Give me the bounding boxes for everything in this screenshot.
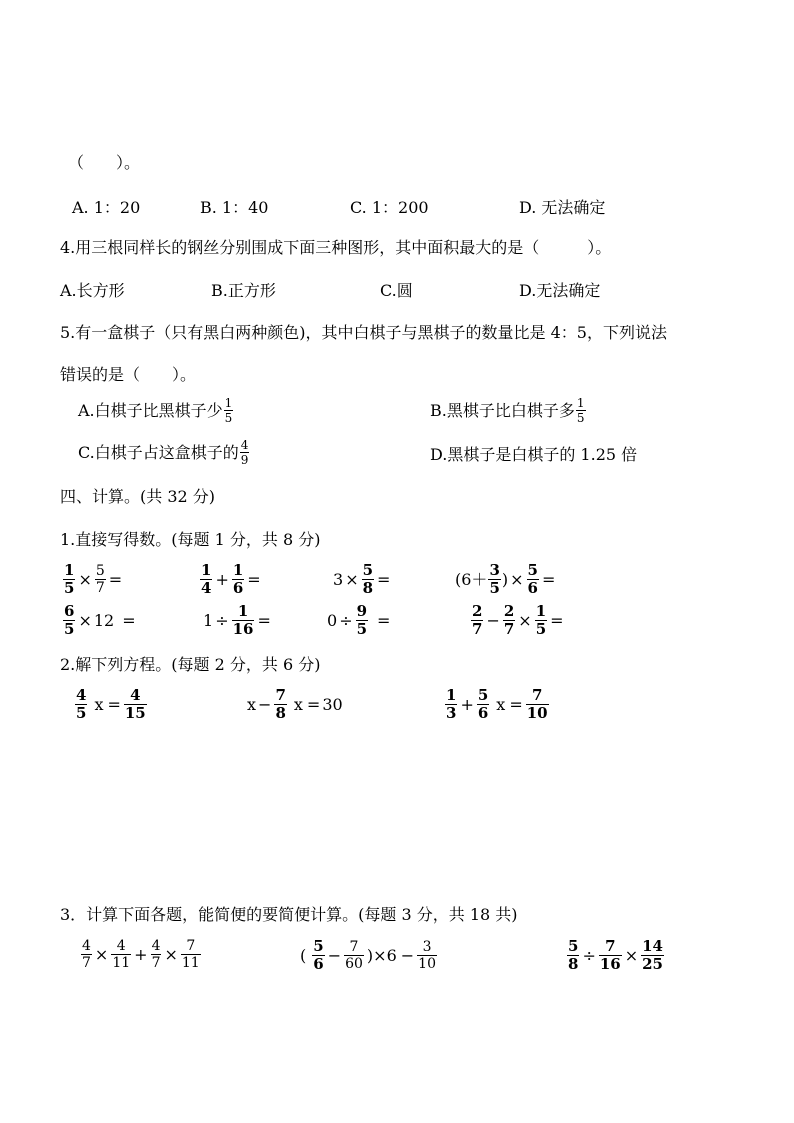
q4-option-c: C.圆 xyxy=(380,281,413,300)
part2-title: 2.解下列方程。(每题 2 分，共 6 分) xyxy=(60,655,321,674)
fraction: $\frac{4}{9}$ xyxy=(240,438,249,467)
fraction: $\frac{5}{6}$ xyxy=(527,561,538,597)
fraction: $\frac{2}{7}$ xyxy=(503,602,515,638)
q5-stem-line1: 5.有一盒棋子（只有黑白两种颜色)，其中白棋子与黑棋子的数量比是 4：5，下列说法 xyxy=(60,323,667,342)
part3-title: 3．计算下面各题，能简便的要简便计算。(每题 3 分，共 18 共) xyxy=(60,905,518,924)
fraction: $\frac{4}{11}$ xyxy=(112,938,131,971)
q4-option-a: A.长方形 xyxy=(60,281,125,300)
calc-item: 3 × $\frac{5}{8}$ = xyxy=(333,561,391,597)
fraction: $\frac{7}{10}$ xyxy=(526,686,548,722)
q5-option-d: D.黑棋子是白棋子的 1.25 倍 xyxy=(430,445,638,464)
fraction: $\frac{1}{3}$ xyxy=(446,686,457,722)
equation-item: $\frac{1}{3}$ + $\frac{5}{6}$ x = $\frac{7}{10}$ xyxy=(446,686,548,722)
fraction: $\frac{1}{5}$ xyxy=(535,602,547,638)
q5-option-b xyxy=(430,397,587,424)
calc-item: $\frac{1}{5}$ × $\frac{5}{7}$ = xyxy=(64,561,123,597)
fraction: $\frac{7}{16}$ xyxy=(599,937,621,973)
q3-option-b: B. 1：40 xyxy=(200,198,269,217)
calc-item: $\frac{4}{7}$ × $\frac{4}{11}$ + $\frac{4}{7}$ × $\frac{7}{11}$ xyxy=(82,938,200,971)
fraction: $\frac{9}{5}$ xyxy=(356,602,368,638)
calc-item: $\frac{6}{5}$ × 12 = xyxy=(64,602,136,638)
q5-option-c xyxy=(78,439,250,466)
calc-item: $\frac{1}{4}$ + $\frac{1}{6}$ = xyxy=(201,561,261,597)
section-title: 四、计算。(共 32 分) xyxy=(60,487,216,506)
calc-item: 0 ÷ $\frac{9}{5}$ = xyxy=(327,602,391,638)
q5-stem-line2: 错误的是（ ）。 xyxy=(60,365,197,384)
q5-option-a-text: A.白棋子比黑棋子少 xyxy=(78,400,223,420)
fraction: $\frac{6}{5}$ xyxy=(64,602,75,638)
fraction: $\frac{1}{4}$ xyxy=(201,561,212,597)
q5-option-a xyxy=(78,397,234,424)
fraction: $\frac{1}{16}$ xyxy=(232,602,254,638)
fraction: $\frac{3}{5}$ xyxy=(489,561,500,597)
calc-item: $\frac{2}{7}$ − $\frac{2}{7}$ × $\frac{1}{5}$ = xyxy=(472,602,564,638)
q3-blank-line: （ ）。 xyxy=(68,153,141,172)
calc-item: (6＋ $\frac{3}{5}$ ) × $\frac{5}{6}$ = xyxy=(455,561,556,597)
fraction: $\frac{7}{60}$ xyxy=(345,939,363,972)
fraction: $\frac{7}{8}$ xyxy=(275,686,286,722)
fraction: $\frac{1}{5}$ xyxy=(64,561,75,597)
equation-item: x − $\frac{7}{8}$ x = 30 xyxy=(247,686,343,722)
fraction: $\frac{5}{8}$ xyxy=(568,937,579,973)
calc-item: 1 ÷ $\frac{1}{16}$ = xyxy=(203,602,271,638)
q4-option-d: D.无法确定 xyxy=(519,281,601,300)
calc-item: ( $\frac{5}{6}$ − $\frac{7}{60}$ )×6 − $\frac{3}{10}$ xyxy=(300,937,436,973)
fraction: $\frac{4}{5}$ xyxy=(76,686,87,722)
fraction: $\frac{5}{7}$ xyxy=(95,563,105,596)
fraction: $\frac{5}{6}$ xyxy=(313,937,324,973)
q4-option-b: B.正方形 xyxy=(211,281,276,300)
fraction: $\frac{3}{10}$ xyxy=(418,939,436,972)
q3-option-c: C. 1：200 xyxy=(350,198,429,217)
equation-item: $\frac{4}{5}$ x = $\frac{4}{15}$ xyxy=(76,686,146,722)
fraction: $\frac{4}{7}$ xyxy=(82,938,91,971)
fraction: $\frac{5}{8}$ xyxy=(362,561,374,597)
fraction: $\frac{1}{6}$ xyxy=(232,561,244,597)
fraction: $\frac{1}{5}$ xyxy=(576,396,585,425)
q3-option-d: D. 无法确定 xyxy=(519,198,606,217)
fraction: $\frac{2}{7}$ xyxy=(472,602,483,638)
q5-option-b-text: B.黑棋子比白棋子多 xyxy=(430,400,575,420)
part1-title: 1.直接写得数。(每题 1 分，共 8 分) xyxy=(60,530,321,549)
calc-item: $\frac{5}{8}$ ÷ $\frac{7}{16}$ × $\frac{14}{25}$ xyxy=(568,937,663,973)
q3-option-a: A. 1：20 xyxy=(72,198,141,217)
q5-option-c-text: C.白棋子占这盒棋子的 xyxy=(78,442,239,462)
fraction: $\frac{4}{15}$ xyxy=(124,686,146,722)
fraction: $\frac{14}{25}$ xyxy=(642,937,663,973)
fraction: $\frac{1}{5}$ xyxy=(224,396,233,425)
fraction: $\frac{4}{7}$ xyxy=(151,938,161,971)
fraction: $\frac{5}{6}$ xyxy=(477,686,489,722)
q4-stem: 4.用三根同样长的钢丝分别围成下面三种图形，其中面积最大的是（ ）。 xyxy=(60,238,612,257)
fraction: $\frac{7}{11}$ xyxy=(181,938,200,971)
